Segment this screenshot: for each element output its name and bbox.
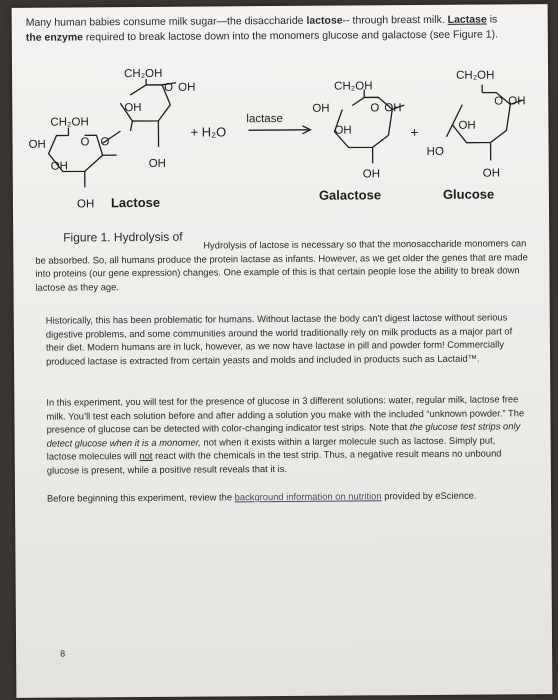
lactose-oh-c2: OH: [50, 160, 68, 173]
term-enzyme: the enzyme: [25, 31, 84, 44]
page-number: 8: [60, 648, 66, 659]
galactose-ch2oh: CH₂OH: [334, 80, 373, 93]
galactose-o-ring: O: [370, 102, 380, 115]
galactose-oh-c2: OH: [362, 168, 381, 181]
paragraph-history: Historically, this has been problematic for humans. Without lactase the body can’t digest lactose without serious digestive problems, and some communities around the world traditionally rely on milk products as a major part of their diet. Modern humans are in luck, however, as we now have lactase in pill and powder form! Commercially produced lactase is extracted from certain yeasts and molds and included in products such as Lactaid™.: [45, 311, 513, 367]
figure-caption: Figure 1. Hydrolysis of: [63, 229, 183, 245]
plus-sign: +: [410, 124, 419, 141]
hydrolysis-figure: [12, 4, 550, 238]
lactose-o-left-ring: O: [80, 136, 90, 149]
lactose-ch2oh-top: CH₂OH: [124, 67, 163, 81]
glucose-ch2oh: CH₂OH: [456, 69, 495, 82]
galactose-oh-c3: OH: [334, 124, 352, 137]
emphasis-monomer-note: the glucose test strips only detect glucose when it is a monomer,: [46, 420, 521, 449]
glucose-name: Glucose: [442, 186, 495, 202]
lactose-o-bridge: O: [100, 136, 110, 149]
term-lactase: Lactase: [447, 13, 487, 26]
glucose-oh-c2: OH: [482, 167, 501, 180]
glucose-oh-anomeric: OH: [508, 95, 526, 108]
plus-water: + H₂O: [190, 124, 227, 140]
galactose-oh-anomeric: OH: [384, 102, 402, 115]
glucose-o-ring: O: [494, 95, 504, 108]
lactose-oh-c2-right: OH: [148, 157, 166, 170]
glucose-oh-c3: OH: [458, 119, 476, 132]
document-page: [12, 4, 553, 698]
lactose-oh-c3: OH: [124, 101, 142, 115]
lactose-oh-bottom: OH: [76, 198, 95, 211]
emphasis-not: not: [139, 450, 153, 462]
lactose-oh-c4: OH: [28, 138, 46, 151]
lactose-name: Lactose: [110, 194, 161, 211]
glucose-ho-c4: HO: [426, 145, 444, 158]
galactose-oh-c4: OH: [312, 102, 330, 115]
paragraph-review: Before beginning this experiment, review the background information on nutrition provided by eScience.: [46, 489, 477, 504]
term-lactose: lactose: [306, 14, 343, 27]
galactose-name: Galactose: [318, 187, 382, 203]
enzyme-label: lactase: [246, 112, 283, 126]
lactose-oh-anomeric: OH: [178, 81, 196, 94]
paragraph-experiment: In this experiment, you will test for the presence of glucose in 3 different solutions: water, regular milk, lactose free milk. You’ll test each solution before and after adding a solution you make with the included “unknown powder.” The presence of glucose can be detected with color-changing indicator test strips. Note that the glucose test strips only detect glucose when it is a monomer, not when it exists within a larger molecule such as lactose. Simply put, lactose molecules will not react with the chemicals in the test strip. Thus, a negative result means no unbound glucose is present, while a positive result reveals that it is.: [46, 393, 525, 476]
paragraph-hydrolysis: Hydrolysis of lactose is necessary so that the monosaccharide monomers can be absorbed. So, all humans produce the protein lactase as infants. However, as we get older the genes that are made into proteins (our gene expression) changes. One example of this is that certain people lose the ability to break down lactose as they age.: [35, 237, 528, 293]
nutrition-background-link[interactable]: background information on nutrition: [234, 490, 382, 503]
intro-paragraph: Many human babies consume milk sugar—the disaccharide lactose-- through breast milk. Lactase is the enzyme required to break lactose down into the monomers glucose and galactose (see Figure 1).: [25, 13, 499, 44]
lactose-o-ring: O: [164, 81, 174, 94]
lactose-ch2oh-left: CH₂OH: [50, 116, 89, 129]
